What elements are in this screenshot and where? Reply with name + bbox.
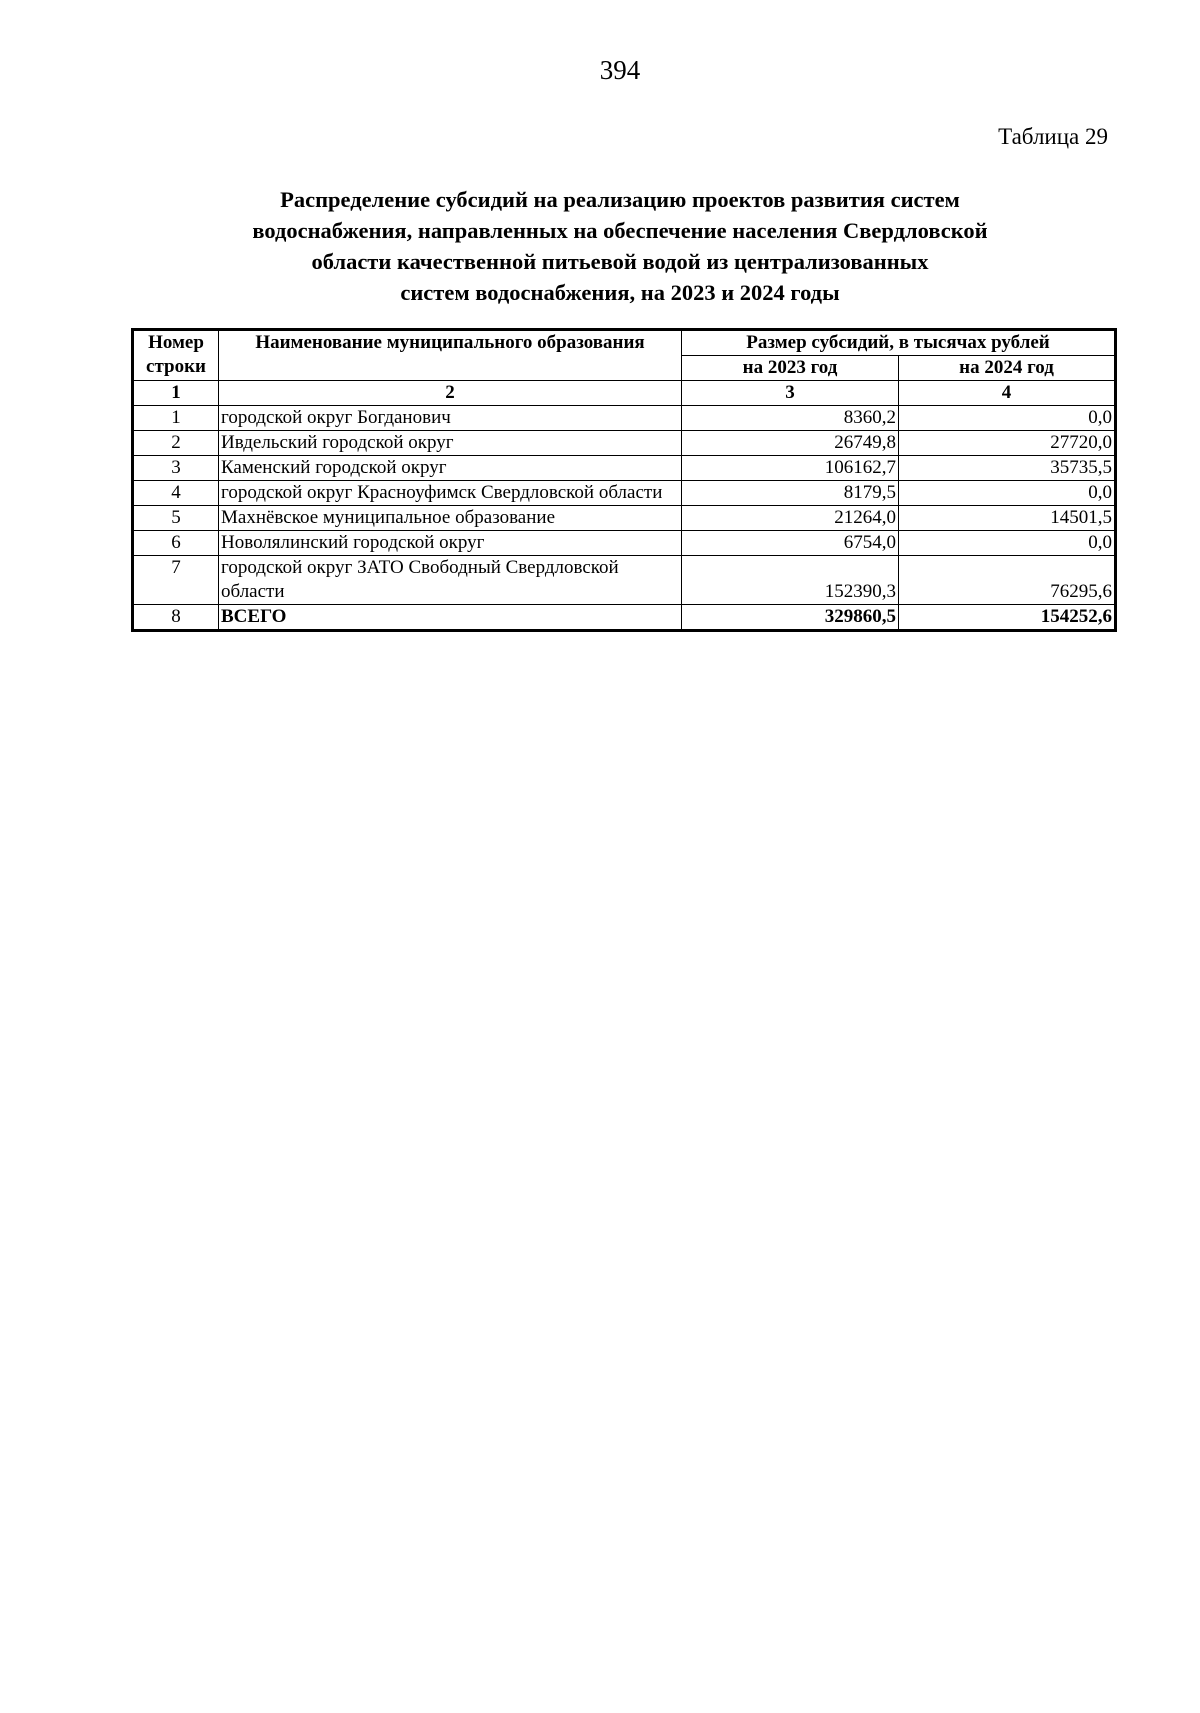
table-row xyxy=(134,481,1115,506)
municipality-name: Новолялинский городской округ xyxy=(219,531,682,556)
total-2023: 329860,5 xyxy=(682,605,899,630)
total-label: ВСЕГО xyxy=(219,605,682,630)
row-number: 6 xyxy=(134,531,219,556)
subsidy-2024: 0,0 xyxy=(899,531,1115,556)
header-row-number-line: строки xyxy=(146,356,206,377)
subsidy-2024: 0,0 xyxy=(899,481,1115,506)
table-row xyxy=(134,556,1115,605)
column-number: 3 xyxy=(682,381,899,406)
municipality-name: Каменский городской округ xyxy=(219,456,682,481)
table-row xyxy=(134,531,1115,556)
subsidy-2024: 35735,5 xyxy=(899,456,1115,481)
subsidy-2024: 14501,5 xyxy=(899,506,1115,531)
title-line: Распределение субсидий на реализацию проектов развития систем xyxy=(280,187,960,212)
page-number: 394 xyxy=(599,55,641,85)
subsidy-2023: 106162,7 xyxy=(682,456,899,481)
municipality-name: Махнёвское муниципальное образование xyxy=(219,506,682,531)
column-number: 2 xyxy=(219,381,682,406)
column-number: 4 xyxy=(899,381,1115,406)
subsidy-2023: 8179,5 xyxy=(682,481,899,506)
total-row xyxy=(134,605,1115,630)
subsidy-2023: 8360,2 xyxy=(682,406,899,431)
row-number: 8 xyxy=(134,605,219,630)
subsidy-2024: 76295,6 xyxy=(899,556,1115,605)
row-number: 1 xyxy=(134,406,219,431)
subsidy-2024: 0,0 xyxy=(899,406,1115,431)
header-name: Наименование муниципального образования xyxy=(219,331,682,381)
municipality-name: городской округ Богданович xyxy=(219,406,682,431)
subsidy-2023: 6754,0 xyxy=(682,531,899,556)
total-2024: 154252,6 xyxy=(899,605,1115,630)
title-line: систем водоснабжения, на 2023 и 2024 годы xyxy=(400,280,840,305)
row-number: 4 xyxy=(134,481,219,506)
subsidy-table xyxy=(133,330,1115,630)
header-row-number-line: Номер xyxy=(148,332,204,353)
row-number: 5 xyxy=(134,506,219,531)
title-line: водоснабжения, направленных на обеспечение населения Свердловской xyxy=(252,218,988,243)
document-title xyxy=(180,184,1060,308)
table-label: Таблица 29 xyxy=(998,124,1108,149)
title-line: области качественной питьевой водой из централизованных xyxy=(311,249,929,274)
row-number: 7 xyxy=(134,556,219,605)
table-row xyxy=(134,406,1115,431)
municipality-name: городской округ Красноуфимск Свердловской области xyxy=(219,481,682,506)
header-row-number xyxy=(134,331,219,381)
table-row xyxy=(134,506,1115,531)
table-row xyxy=(134,456,1115,481)
header-subsidy-group: Размер субсидий, в тысячах рублей xyxy=(682,331,1115,356)
municipality-name: Ивдельский городской округ xyxy=(219,431,682,456)
subsidy-2024: 27720,0 xyxy=(899,431,1115,456)
header-row xyxy=(134,331,1115,356)
column-number: 1 xyxy=(134,381,219,406)
header-year-2023: на 2023 год xyxy=(682,356,899,381)
header-year-2024: на 2024 год xyxy=(899,356,1115,381)
row-number: 2 xyxy=(134,431,219,456)
column-number-row xyxy=(134,381,1115,406)
row-number: 3 xyxy=(134,456,219,481)
subsidy-2023: 152390,3 xyxy=(682,556,899,605)
subsidy-2023: 21264,0 xyxy=(682,506,899,531)
table-row xyxy=(134,431,1115,456)
subsidy-2023: 26749,8 xyxy=(682,431,899,456)
municipality-name: городской округ ЗАТО Свободный Свердловской области xyxy=(219,556,682,605)
